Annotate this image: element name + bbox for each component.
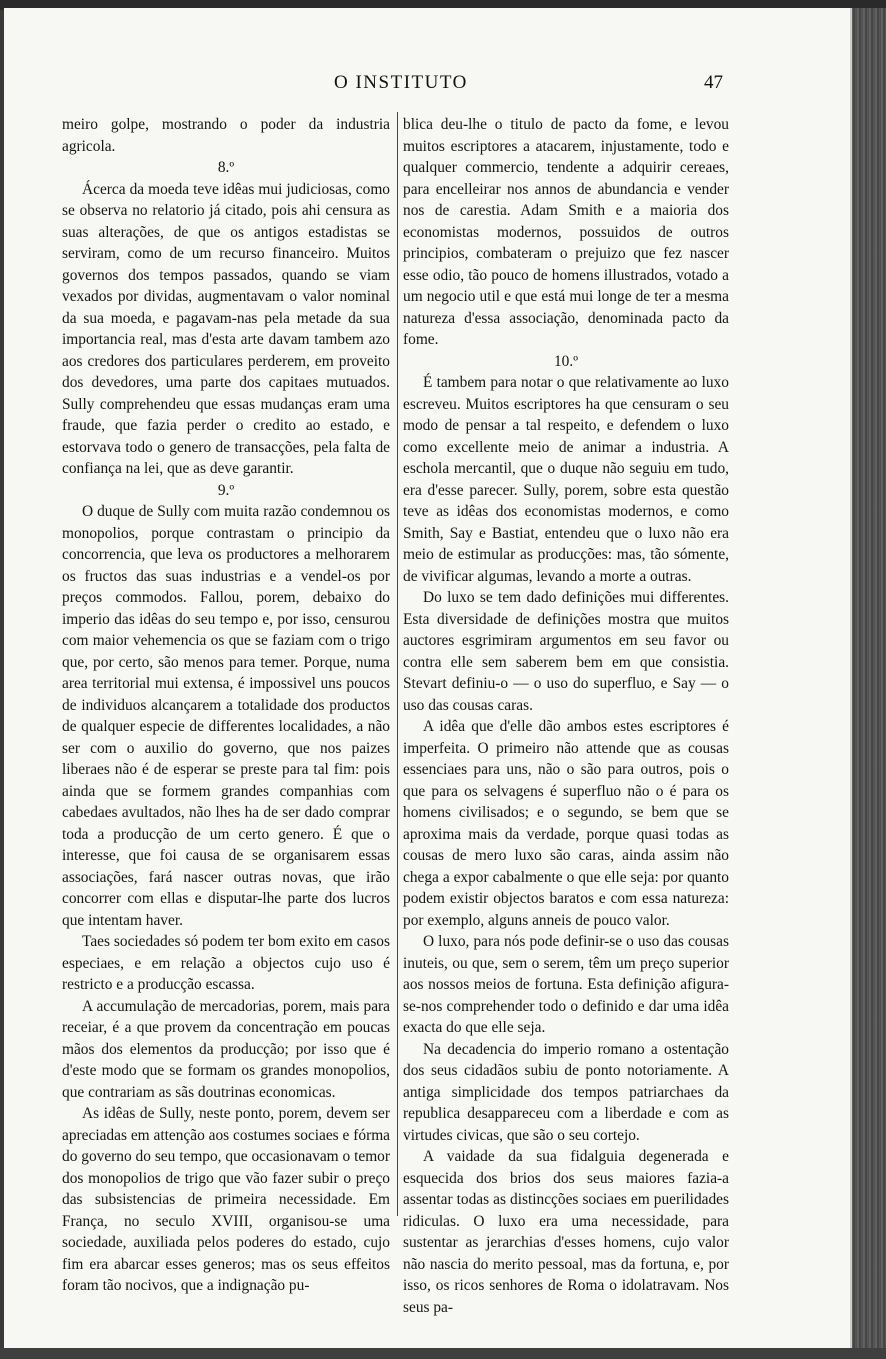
book-spine-edge [850, 8, 886, 1359]
paragraph: meiro golpe, mostrando o poder da industria agricola. [62, 116, 390, 155]
page-number: 47 [704, 72, 723, 93]
running-head [0, 72, 886, 100]
column-divider [397, 112, 398, 1216]
left-column [62, 114, 390, 1297]
section-number-10: 10.º [553, 352, 578, 370]
paragraph: O luxo, para nós pode definir-se o uso das cousas inuteis, ou que, sem o serem, têm um preço superior aos nossos meios de fortuna. Esta definição afigura-se-nos comprehender todo o definido e dar uma idêa exacta do que elle seja. [403, 933, 729, 1036]
paragraph: blica deu-lhe o titulo de pacto da fome, e levou muitos escriptores a atacarem, injustamente, todo e qualquer commercio, tendente a adquirir cereaes, para encelleirar nos annos de abundancia e vender nos de carestia. Adam Smith e a maioria dos economistas modernos, possuidos de outros principios, combateram o prejuizo que fez nascer esse odio, tão pouco de homens illustrados, votado a um negocio util e que está mui longe de ter a mesma natureza d'essa associação, denominada pacto da fome. [403, 116, 729, 348]
paragraph: O duque de Sully com muita razão condemnou os monopolios, porque contrastam o principio da concorrencia, que leva os productores a melhorarem os fructos das suas industrias e a vendel-os por preços commodos. Fallou, porem, debaixo do imperio das idêas do seu tempo e, por isso, censurou com maior vehemencia os que se faziam com o trigo que, por certo, são menos para temer. Porque, numa area territorial mui extensa, é impossivel uns poucos de individuos alcançarem a totalidade dos productos de qualquer especie de differentes localidades, a não ser com o auxilio do governo, que nos paizes liberaes não é de esperar se preste para tal fim: pois ainda que se formem grandes companhias com cabedaes avultados, não lhes ha de ser dado comprar toda a producção de um certo genero. É que o interesse, que foi causa de se organisarem essas associações, fará nascer outras novas, que irão concorrer com ellas e disputar-lhe parte dos lucros que intentam haver. [62, 503, 390, 929]
paragraph: Taes sociedades só podem ter bom exito em casos especiaes, e em relação a objectos cujo uso é restricto e a producção escassa. [62, 933, 390, 993]
journal-title: O INSTITUTO [334, 72, 468, 93]
paragraph: A vaidade da sua fidalguia degenerada e esquecida dos brios dos seus maiores fazia-a assentar todas as distincções sociaes em puerilidades ridiculas. O luxo era uma necessidade, para sustentar as jerarchias d'esses homens, cujo valor não nascia do merito pessoal, mas da fortuna, e, por isso, os ricos senhores de Roma o idolatravam. Nos seus pa- [403, 1148, 729, 1316]
paragraph: É tambem para notar o que relativamente ao luxo escreveu. Muitos escriptores ha que censuram o seu modo de pensar a tal respeito, e defendem o luxo como excellente meio de animar a industria. A eschola mercantil, que o duque não seguiu em tudo, era d'esse parecer. Sully, porem, sobre esta questão teve as idêas dos economistas modernos, e como Smith, Say e Bastiat, entendeu que o luxo não era meio de estimular as producções: mas, tão sómente, de vivificar algumas, levando a morte a outras. [403, 374, 729, 585]
section-number-8: 8.º [217, 159, 235, 176]
paragraph: A idêa que d'elle dão ambos estes escriptores é imperfeita. O primeiro não attende que as cousas essenciaes para uns, não o são para outros, pois o que para os selvagens é superfluo não o é para os homens civilisados; e o segundo, se bem que se aproxima mais da verdade, porque quasi todas as cousas de mero luxo são caras, ainda assim não chega a expor cabalmente o que elle seja: por quanto podem existir objectos baratos e com essa natureza: por exemplo, alguns anneis de pouco valor. [403, 718, 729, 929]
paragraph: As idêas de Sully, neste ponto, porem, devem ser apreciadas em attenção aos costumes sociaes e fórma do governo do seu tempo, que occasionavam o temor dos monopolios de trigo que vão fazer subir o preço das subsistencias de primeira necessidade. Em França, no seculo XVIII, organisou-se uma sociedade, auxiliada pelos poderes do estado, cujo fim era abarcar esses generos; mas os seus effeitos foram tão nocivos, que a indignação pu- [62, 1105, 390, 1294]
paragraph: Na decadencia do imperio romano a ostentação dos seus cidadãos subiu de ponto notoriamente. A antiga simplicidade dos tempos patriarchaes da republica desappareceu com a liberdade e com as virtudes civicas, que são o seu cortejo. [403, 1040, 729, 1144]
paragraph: Do luxo se tem dado definições mui differentes. Esta diversidade de definições mostra que muitos auctores esgrimiram argumentos em seu favor ou contra elle sem saberem bem em que consistia. Stevart definiu-o — o uso do superfluo, e Say — o uso das cousas caras. [403, 589, 729, 714]
scan-bottom-edge [0, 1348, 886, 1359]
paragraph: Ácerca da moeda teve idêas mui judiciosas, como se observa no relatorio já citado, pois ahi censura as suas alterações, de que os antigos estadistas se serviram, como de um recurso financeiro. Muitos governos dos tempos passados, quando se viam vexados por dividas, augmentavam o valor nominal da sua moeda, e pagavam-nas pela metade da sua importancia real, mas d'esta arte davam tambem azo aos credores dos particulares perderem, em proveito dos devedores, uma parte dos capitaes mutuados. Sully comprehendeu que essas mudanças eram uma fraude, que fazia perder o credito ao estado, e estorvava todo o genero de transacções, pela falta de confiança na lei, que as deve garantir. [62, 180, 390, 477]
section-number-9: 9.º [217, 481, 235, 499]
paragraph: A accumulação de mercadorias, porem, mais para receiar, é a que provem da concentração em poucas mãos dos elementos da producção; por isso que é d'este modo que se formam os grandes monopolios, que contrariam as sãs doutrinas economicas. [62, 997, 390, 1101]
right-column [403, 114, 729, 1318]
